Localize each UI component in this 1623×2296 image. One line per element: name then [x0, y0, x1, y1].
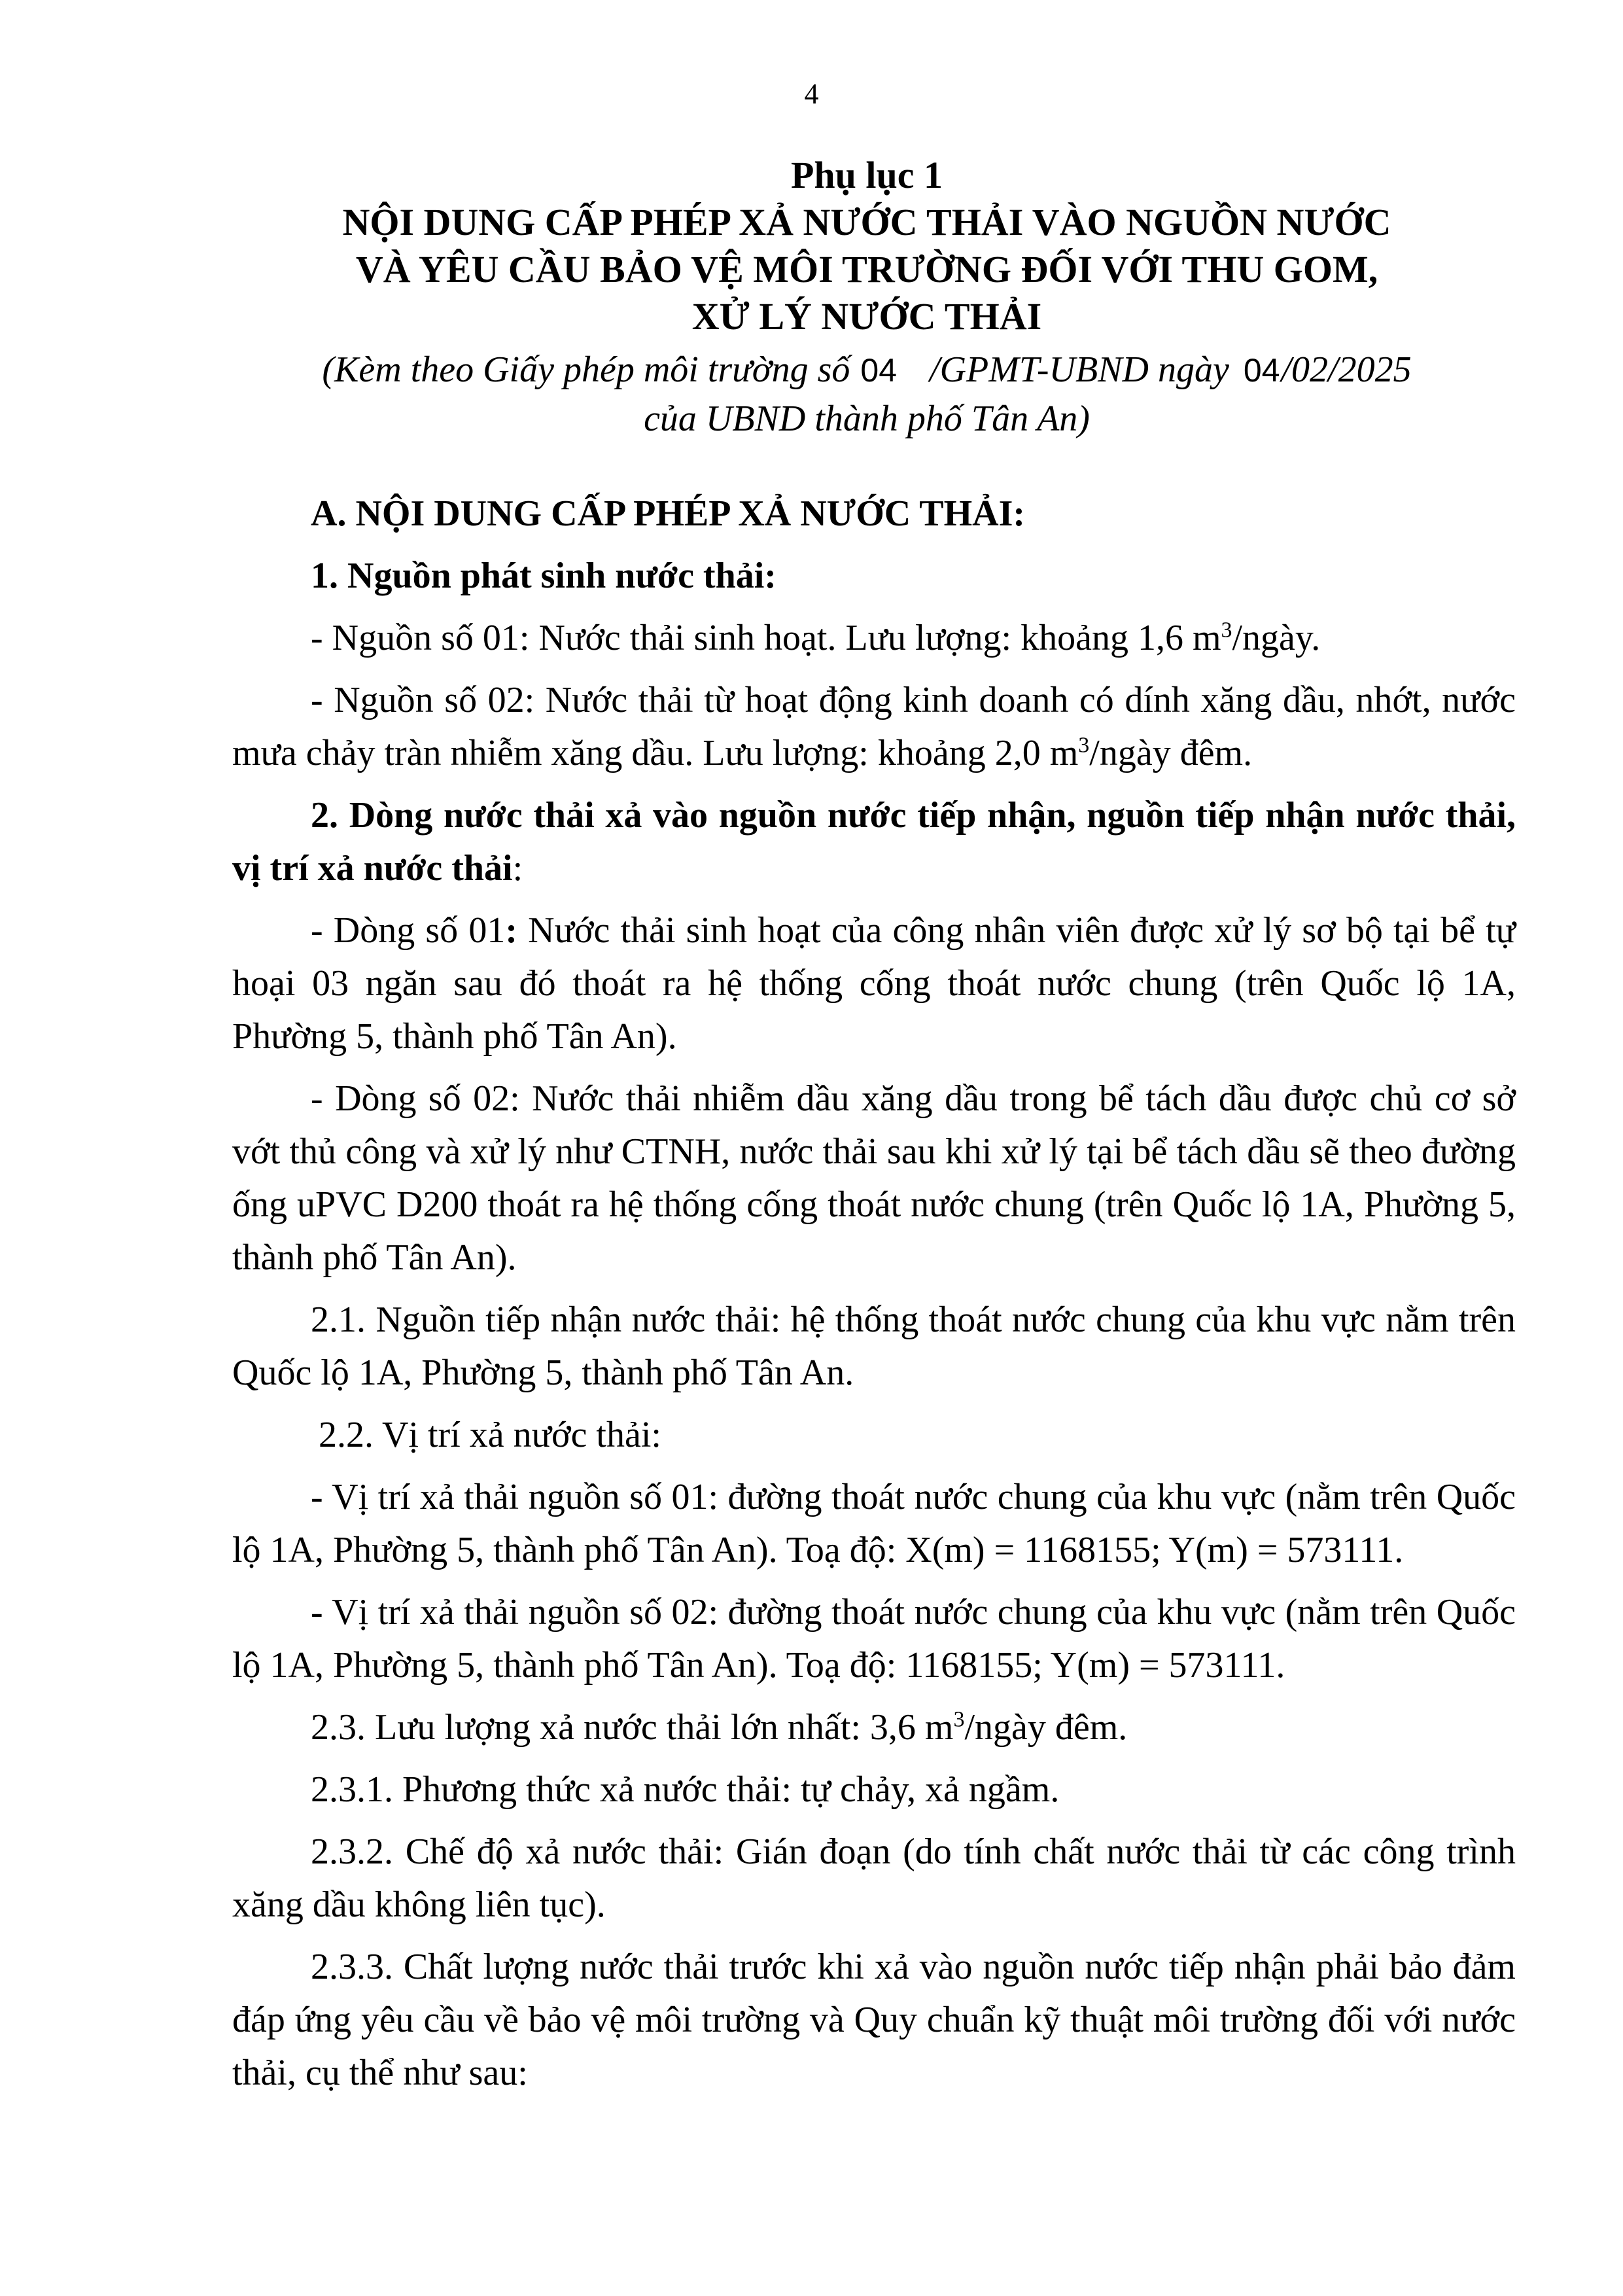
- subtitle-middle: /GPMT-UBND ngày: [930, 349, 1229, 390]
- source-2-unit: /ngày đêm.: [1089, 733, 1253, 773]
- appendix-title: Phụ lục 1: [790, 154, 943, 196]
- permit-number-handwritten: 04: [860, 352, 898, 389]
- source-1-superscript: 3: [1221, 618, 1232, 643]
- source-1-unit: /ngày.: [1232, 618, 1321, 658]
- document-header: [216, 152, 1518, 443]
- flow-1-label: - Dòng số 01: [311, 910, 506, 951]
- flow-2-paragraph: - Dòng số 02: Nước thải nhiễm dầu xăng dầu trong bể tách dầu được chủ cơ sở vớt thủ công và xử lý như CTNH, nước thải sau khi xử lý tại bể tách dầu sẽ theo đường ống uPVC D200 thoát ra hệ thống cống thoát nước chung (trên Quốc lộ 1A, Phường 5, thành phố Tân An).: [232, 1078, 1516, 1278]
- max-flow-superscript: 3: [953, 1707, 965, 1732]
- title-line-2: VÀ YÊU CẦU BẢO VỆ MÔI TRƯỜNG ĐỐI VỚI THU GOM,: [355, 248, 1378, 291]
- discharge-location-2: - Vị trí xả thải nguồn số 02: đường thoát nước chung của khu vực (nằm trên Quốc lộ 1A, Phường 5, thành phố Tân An). Toạ độ: 1168155; Y(m) = 573111.: [232, 1592, 1516, 1686]
- flow-1-text: Nước thải sinh hoạt của công nhân viên được xử lý sơ bộ tại bể tự hoại 03 ngăn sau đó thoát ra hệ thống cống thoát nước chung (trên Quốc lộ 1A, Phường 5, thành phố Tân An).: [232, 910, 1516, 1057]
- permit-day-handwritten: 04: [1243, 352, 1280, 389]
- section-2-2-heading: 2.2. Vị trí xả nước thải:: [319, 1415, 661, 1455]
- section-2-3-1-paragraph: 2.3.1. Phương thức xả nước thải: tự chảy, xả ngầm.: [311, 1769, 1060, 1810]
- title-line-1: NỘI DUNG CẤP PHÉP XẢ NƯỚC THẢI VÀO NGUỒN NƯỚC: [342, 201, 1391, 243]
- max-flow-text: 2.3. Lưu lượng xả nước thải lớn nhất: 3,6 m: [311, 1707, 954, 1748]
- flow-1-paragraph: [232, 904, 1516, 1063]
- discharge-location-1: - Vị trí xả thải nguồn số 01: đường thoát nước chung của khu vực (nằm trên Quốc lộ 1A, Phường 5, thành phố Tân An). Toạ độ: X(m) = 1168155; Y(m) = 573111.: [232, 1477, 1516, 1570]
- section-2-heading-paragraph: [232, 789, 1516, 895]
- source-2-paragraph: [232, 674, 1516, 780]
- section-2-3-paragraph: [232, 1701, 1516, 1754]
- section-2-3-3-paragraph: 2.3.3. Chất lượng nước thải trước khi xả vào nguồn nước tiếp nhận phải bảo đảm đáp ứng yêu cầu về bảo vệ môi trường và Quy chuẩn kỹ thuật môi trường đối với nước thải, cụ thể như sau:: [232, 1947, 1516, 2093]
- source-1-text: - Nguồn số 01: Nước thải sinh hoạt. Lưu lượng: khoảng 1,6 m: [311, 618, 1221, 658]
- title-line-3: XỬ LÝ NƯỚC THẢI: [691, 295, 1042, 338]
- source-2-text: - Nguồn số 02: Nước thải từ hoạt động kinh doanh có dính xăng dầu, nhớt, nước mưa chảy tràn nhiễm xăng dầu. Lưu lượng: khoảng 2,0 m: [232, 680, 1516, 773]
- section-2-heading: 2. Dòng nước thải xả vào nguồn nước tiếp nhận, nguồn tiếp nhận nước thải, vị trí xả nước thải: [232, 795, 1516, 889]
- section-2-1-paragraph: 2.1. Nguồn tiếp nhận nước thải: hệ thống thoát nước chung của khu vực nằm trên Quốc lộ 1A, Phường 5, thành phố Tân An.: [232, 1299, 1516, 1393]
- source-2-superscript: 3: [1078, 733, 1090, 758]
- source-1-paragraph: [232, 612, 1516, 665]
- subtitle-line-2: của UBND thành phố Tân An): [644, 398, 1090, 439]
- document-body: [232, 487, 1516, 2109]
- section-2-3-2-paragraph: 2.3.2. Chế độ xả nước thải: Gián đoạn (do tính chất nước thải từ các công trình xăng dầu không liên tục).: [232, 1831, 1516, 1925]
- subtitle-prefix: (Kèm theo Giấy phép môi trường số: [322, 349, 850, 390]
- section-2-heading-colon: :: [512, 848, 523, 889]
- page-number: 4: [804, 78, 819, 110]
- flow-1-colon: :: [505, 910, 517, 951]
- section-a-heading: A. NỘI DUNG CẤP PHÉP XẢ NƯỚC THẢI:: [311, 493, 1026, 534]
- subtitle-line-1: [216, 345, 1518, 395]
- section-1-heading: 1. Nguồn phát sinh nước thải:: [311, 556, 777, 596]
- max-flow-unit: /ngày đêm.: [964, 1707, 1128, 1748]
- subtitle-date: /02/2025: [1281, 349, 1412, 390]
